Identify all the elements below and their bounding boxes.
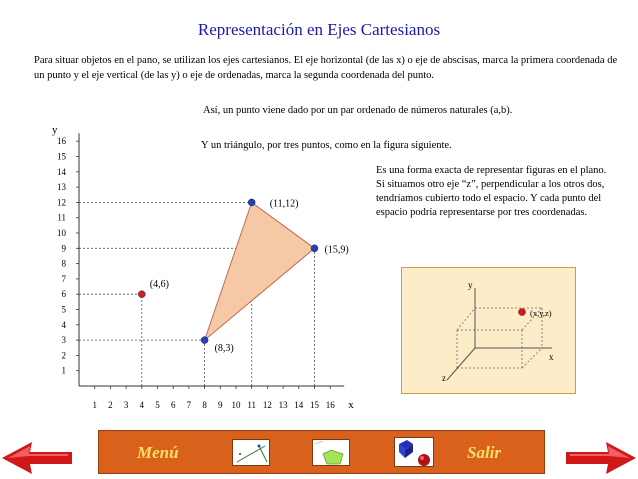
y-tick-label: 11 [57, 212, 66, 223]
y-tick-label: 5 [61, 304, 66, 315]
x-tick-label: 11 [247, 400, 257, 410]
x-tick-label: 10 [231, 400, 241, 410]
x-tick-label: 9 [218, 400, 223, 410]
y-tick-label: 15 [57, 151, 66, 162]
cube-edge [522, 348, 542, 368]
y-tick-label: 6 [61, 289, 66, 300]
x-tick-label: 16 [325, 400, 335, 410]
shapes-thumbnail-button[interactable] [312, 439, 350, 466]
page-title: Representación en Ejes Cartesianos [197, 20, 441, 39]
y-tick-label: 8 [61, 258, 66, 269]
y-tick-label: 7 [61, 273, 66, 284]
x-tick-label: 12 [262, 400, 272, 410]
x-axis-3d-label: x [549, 352, 554, 362]
point-3d [519, 309, 526, 316]
back-arrow-icon[interactable] [2, 440, 72, 476]
forward-arrow-icon[interactable] [566, 440, 636, 476]
z-axis-3d [447, 348, 475, 380]
plane-icon [233, 440, 269, 465]
data-point [311, 245, 318, 252]
y-tick-label: 12 [57, 197, 66, 208]
data-point [201, 337, 208, 344]
data-point [248, 199, 255, 206]
y-tick-label: 16 [57, 136, 66, 147]
data-point-label: (11,12) [269, 198, 299, 210]
x-tick-label: 8 [202, 400, 207, 410]
y-tick-label: 1 [61, 365, 66, 376]
x-tick-label: 1 [92, 400, 97, 410]
x-tick-label: 2 [108, 400, 113, 410]
space-icon [395, 438, 433, 466]
x-tick-label: 3 [123, 400, 129, 410]
x-axis-label: x [348, 399, 354, 411]
cube-edge [457, 308, 475, 330]
menu-button[interactable]: Menú [137, 443, 179, 462]
x-tick-label: 6 [170, 400, 176, 410]
x-tick-label: 14 [294, 400, 304, 410]
note-point: Así, un punto viene dado por un par ordenado de números naturales (a,b). [203, 105, 513, 116]
cube-3d-panel [401, 267, 576, 394]
data-point-label: (8,3) [214, 343, 234, 355]
note-space: Es una forma exacta de representar figuras en el plano. Si situamos otro eje “z”, perpendicular a los otros dos, tendríamos cubierto todo el espacio. Y cada punto del espacio podría representarse por tres coordenadas. [376, 165, 607, 218]
y-tick-label: 10 [57, 228, 66, 238]
bottom-navigation-bar [98, 430, 545, 474]
cube-3d-drawing [402, 268, 577, 395]
x-tick-label: 5 [155, 400, 160, 410]
y-tick-label: 4 [61, 319, 66, 330]
data-point [138, 291, 145, 298]
y-axis-3d-label: y [468, 280, 473, 290]
y-tick-label: 9 [61, 243, 66, 254]
y-axis-label: y [52, 124, 58, 137]
y-tick-label: 13 [57, 182, 66, 193]
y-tick-label: 2 [61, 350, 66, 361]
x-tick-label: 7 [186, 400, 192, 410]
triangle-shape [205, 202, 315, 340]
y-tick-label: 3 [61, 335, 66, 346]
x-tick-label: 4 [139, 400, 145, 410]
space-thumbnail-button[interactable] [394, 437, 434, 467]
z-axis-3d-label: z [442, 373, 446, 383]
data-point-label: (4,6) [149, 279, 169, 291]
data-point-label: (15,9) [324, 244, 349, 256]
exit-button[interactable]: Salir [467, 443, 502, 462]
y-tick-label: 14 [57, 166, 66, 177]
shapes-icon [313, 440, 349, 465]
intro-paragraph: Para situar objetos en el pano, se utilizan los ejes cartesianos. El eje horizontal (de las x) o eje de abscisas, marca la primera coordenada de un punto y el eje vertical (de las y) o eje de ordenadas, marca la segunda coordenada del punto. [34, 55, 618, 81]
x-tick-label: 15 [310, 400, 319, 410]
plane-thumbnail-button[interactable] [232, 439, 270, 466]
x-tick-label: 13 [278, 400, 288, 410]
note-triangle: Y un triángulo, por tres puntos, como en la figura siguiente. [201, 140, 452, 151]
point-3d-label: (x,y,z) [530, 308, 552, 318]
